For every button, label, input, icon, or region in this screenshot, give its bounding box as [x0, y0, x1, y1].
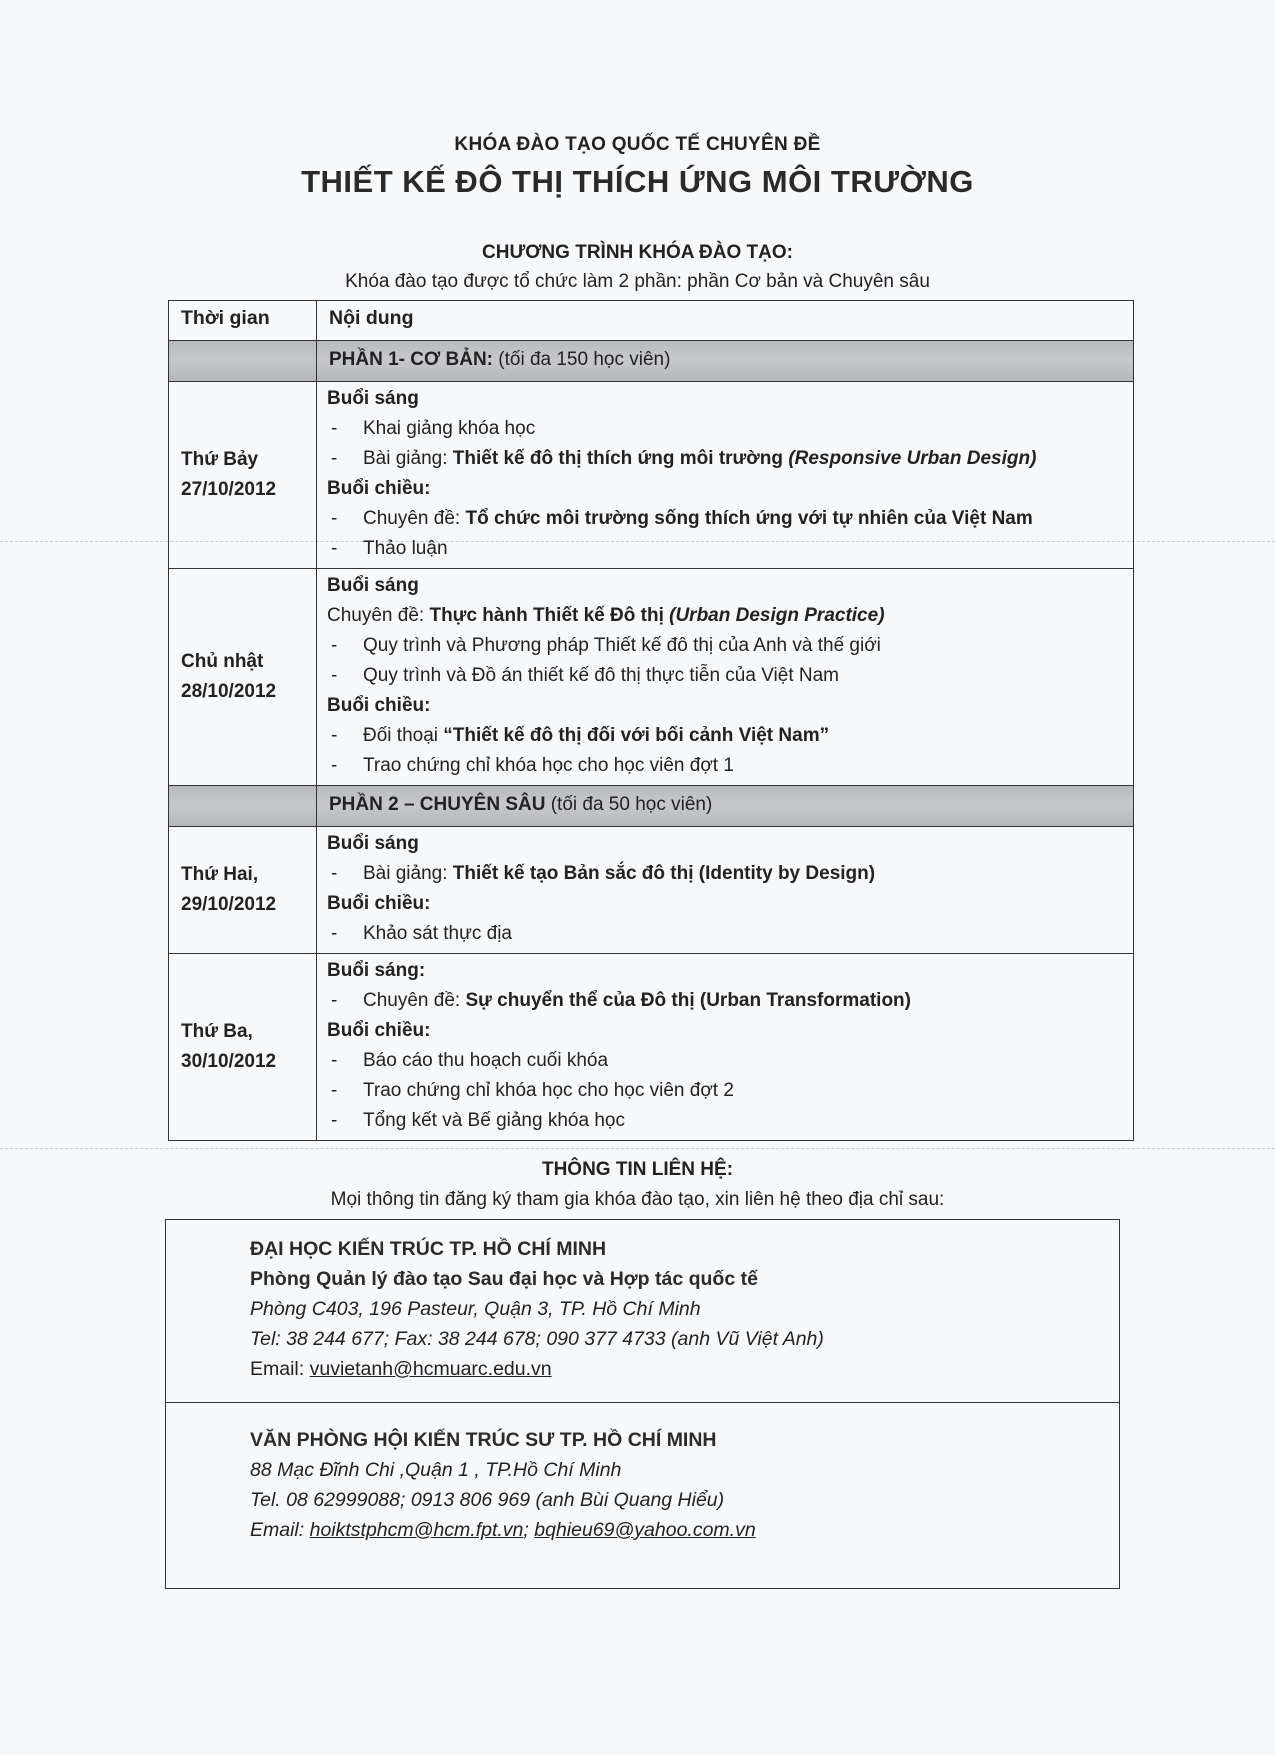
course-title: THIẾT KẾ ĐÔ THỊ THÍCH ỨNG MÔI TRƯỜNG	[301, 164, 974, 199]
contact-box-association	[165, 1402, 1120, 1589]
day4-content: Buổi sáng: - Chuyên đề: Sự chuyển thể của Đô thị (Urban Transformation) Buổi chiều: - Báo cáo thu hoạch cuối khóa - Trao chứng chỉ khóa học cho học viên đợt 2 - Tổng kết và Bế giảng khóa học	[317, 954, 1134, 1141]
day4-time: Thứ Ba, 30/10/2012	[169, 954, 317, 1141]
day2-time: Chủ nhật 28/10/2012	[169, 569, 317, 786]
day3-content: Buổi sáng - Bài giảng: Thiết kế tạo Bản sắc đô thị (Identity by Design) Buổi chiều: - Khảo sát thực địa	[317, 827, 1134, 954]
university-name: ĐẠI HỌC KIẾN TRÚC TP. HỒ CHÍ MINH	[250, 1238, 607, 1260]
university-email-line: Email: vuvietanh@hcmuarc.edu.vn	[250, 1358, 552, 1380]
phase-2-row	[169, 786, 1134, 827]
association-phone: Tel. 08 62999088; 0913 806 969 (anh Bùi Quang Hiểu)	[250, 1489, 725, 1511]
university-address: Phòng C403, 196 Pasteur, Quận 3, TP. Hồ Chí Minh	[250, 1298, 701, 1320]
phase-2-label: PHẦN 2 – CHUYÊN SÂU (tối đa 50 học viên)	[317, 786, 1134, 827]
university-email-link[interactable]: vuvietanh@hcmuarc.edu.vn	[309, 1358, 552, 1380]
table-header-row	[169, 301, 1134, 341]
university-dept: Phòng Quản lý đào tạo Sau đại học và Hợp tác quốc tế	[250, 1268, 758, 1290]
table-row-day4	[169, 954, 1134, 1141]
association-name: VĂN PHÒNG HỘI KIẾN TRÚC SƯ TP. HỒ CHÍ MINH	[250, 1429, 717, 1451]
university-phone: Tel: 38 244 677; Fax: 38 244 678; 090 377 4733 (anh Vũ Việt Anh)	[250, 1328, 824, 1350]
phase-1-label: PHẦN 1- CƠ BẢN: (tối đa 150 học viên)	[317, 341, 1134, 382]
phase-1-blank	[169, 341, 317, 382]
day1-content: Buổi sáng - Khai giảng khóa học - Bài giảng: Thiết kế đô thị thích ứng môi trường (Responsive Urban Design) Buổi chiều: - Chuyên đề: Tổ chức môi trường sống thích ứng với tự nhiên của Việt Nam - Thảo luận	[317, 382, 1134, 569]
schedule-table	[168, 300, 1134, 1141]
association-address: 88 Mạc Đĩnh Chi ,Quận 1 , TP.Hồ Chí Minh	[250, 1459, 622, 1481]
header-content: Nội dung	[317, 301, 1134, 341]
day2-content: Buổi sáng Chuyên đề: Thực hành Thiết kế Đô thị (Urban Design Practice) - Quy trình và Phương pháp Thiết kế đô thị của Anh và thế giới - Quy trình và Đồ án thiết kế đô thị thực tiễn của Việt Nam Buổi chiều: - Đối thoại “Thiết kế đô thị đối với bối cảnh Việt Nam” - Trao chứng chỉ khóa học cho học viên đợt 1	[317, 569, 1134, 786]
day1-time: Thứ Bảy 27/10/2012	[169, 382, 317, 569]
contact-subheading: Mọi thông tin đăng ký tham gia khóa đào tạo, xin liên hệ theo địa chỉ sau:	[330, 1189, 945, 1210]
course-kicker: KHÓA ĐÀO TẠO QUỐC TẾ CHUYÊN ĐỀ	[454, 134, 821, 155]
header-time: Thời gian	[169, 301, 317, 341]
table-row-day3	[169, 827, 1134, 954]
fold-line	[0, 1148, 1275, 1149]
phase-1-row	[169, 341, 1134, 382]
table-row-day1	[169, 382, 1134, 569]
association-email-line: Email: hoiktstphcm@hcm.fpt.vn; bqhieu69@yahoo.com.vn	[250, 1519, 756, 1541]
day3-time: Thứ Hai, 29/10/2012	[169, 827, 317, 954]
association-email-link-2[interactable]: bqhieu69@yahoo.com.vn	[534, 1519, 756, 1541]
contact-box-university	[165, 1219, 1120, 1403]
phase-2-blank	[169, 786, 317, 827]
program-subheading: Khóa đào tạo được tổ chức làm 2 phần: phần Cơ bản và Chuyên sâu	[345, 271, 930, 292]
table-row-day2	[169, 569, 1134, 786]
program-heading: CHƯƠNG TRÌNH KHÓA ĐÀO TẠO:	[482, 242, 793, 263]
association-email-link-1[interactable]: hoiktstphcm@hcm.fpt.vn	[309, 1519, 524, 1541]
contact-heading: THÔNG TIN LIÊN HỆ:	[541, 1159, 734, 1180]
